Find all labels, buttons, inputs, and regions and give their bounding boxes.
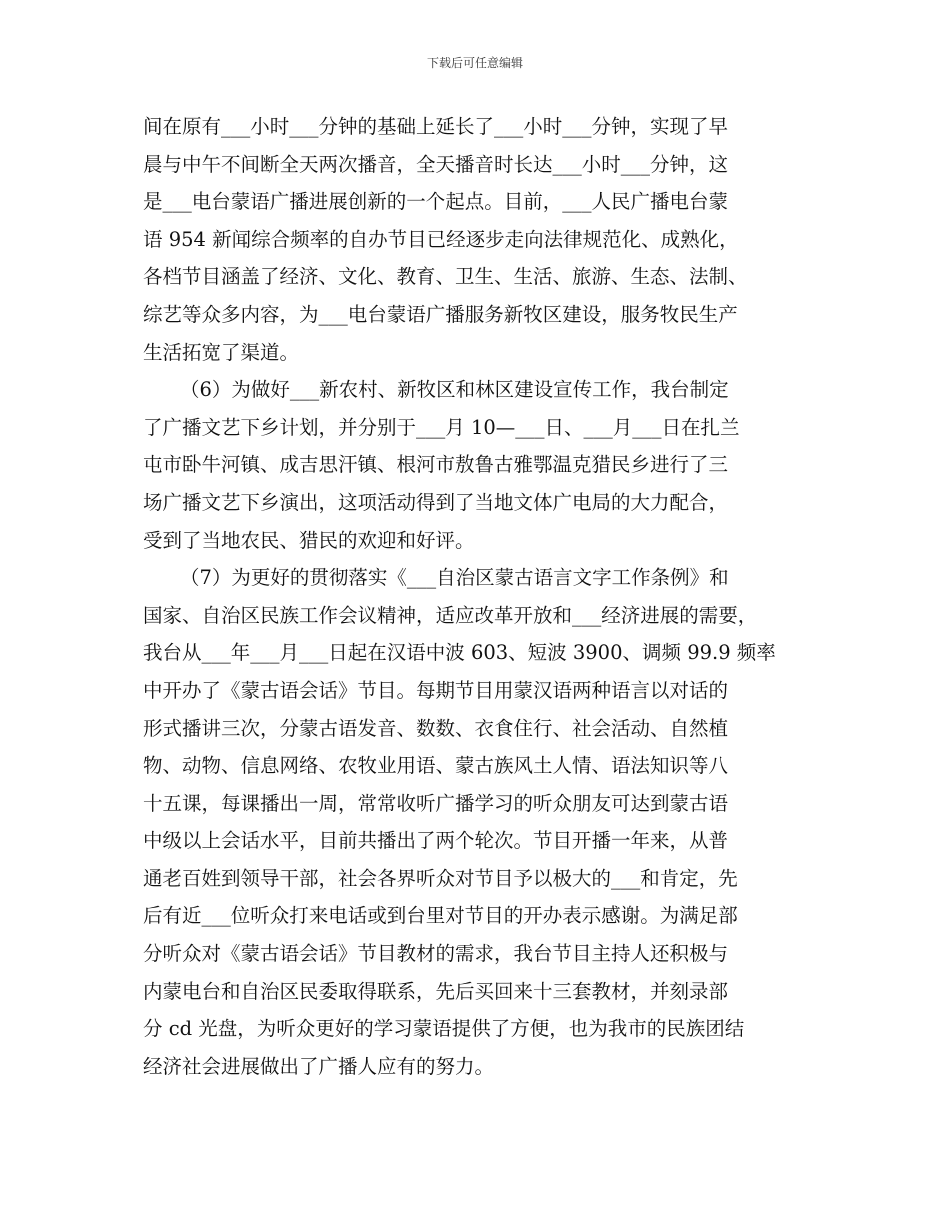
text-line: 中开办了《蒙古语会话》节目。每期节目用蒙汉语两种语言以对话的	[143, 678, 729, 702]
text-line: 我台从___年___月___日起在汉语中波 603、短波 3900、调频 99.9 频率	[143, 641, 776, 665]
page-header: 下载后可任意编辑	[426, 56, 523, 70]
text-line: 了广播文艺下乡计划，并分别于___月 10—___日、___月___日在扎兰	[143, 415, 740, 439]
paragraph-7-start: （7）为更好的贯彻落实《___自治区蒙古语言文字工作条例》和	[180, 566, 729, 590]
text-line: 物、动物、信息网络、农牧业用语、蒙古族风土人情、语法知识等八	[143, 754, 729, 778]
text-line: 分 cd 光盘，为听众更好的学习蒙语提供了方便，也为我市的民族团结	[143, 1017, 745, 1041]
text-line: 屯市卧牛河镇、成吉思汗镇、根河市敖鲁古雅鄂温克猎民乡进行了三	[143, 453, 729, 477]
text-line: 语 954 新闻综合频率的自办节目已经逐步走向法律规范化、成熟化，	[143, 227, 739, 251]
text-line: 国家、自治区民族工作会议精神，适应改革开放和___经济进展的需要，	[143, 603, 758, 627]
paragraph-6-start: （6）为做好___新农村、新牧区和林区建设宣传工作，我台制定	[180, 378, 729, 402]
text-line: 间在原有___小时___分钟的基础上延长了___小时___分钟，实现了早	[143, 115, 729, 138]
text-line: 分听众对《蒙古语会话》节目教材的需求，我台节目主持人还积极与	[143, 942, 729, 966]
text-line: 经济社会进展做出了广播人应有的努力。	[143, 1054, 495, 1078]
text-line: 生活拓宽了渠道。	[143, 340, 300, 364]
text-line: 晨与中午不间断全天两次播音，全天播音时长达___小时___分钟，这	[143, 152, 729, 176]
text-line: 场广播文艺下乡演出，这项活动得到了当地文体广电局的大力配合，	[143, 490, 729, 514]
text-line: 各档节目涵盖了经济、文化、教育、卫生、生活、旅游、生态、法制、	[143, 265, 748, 289]
text-line: 内蒙电台和自治区民委取得联系，先后买回来十三套教材，并刻录部	[143, 979, 729, 1003]
text-line: 十五课，每课播出一周，常常收听广播学习的听众朋友可达到蒙古语	[143, 791, 729, 815]
text-line: 形式播讲三次，分蒙古语发音、数数、衣食住行、社会活动、自然植	[143, 716, 729, 740]
text-line: 受到了当地农民、猎民的欢迎和好评。	[143, 528, 475, 552]
text-line: 中级以上会话水平，目前共播出了两个轮次。节目开播一年来，从普	[143, 829, 729, 853]
document-body	[143, 108, 823, 1085]
text-line: 综艺等众多内容，为___电台蒙语广播服务新牧区建设，服务牧民生产	[143, 302, 738, 326]
text-line: 是___电台蒙语广播进展创新的一个起点。目前，___人民广播电台蒙	[143, 190, 729, 214]
text-line: 后有近___位听众打来电话或到台里对节目的开办表示感谢。为满足部	[143, 904, 738, 928]
text-line: 通老百姓到领导干部，社会各界听众对节目予以极大的___和肯定，先	[143, 866, 738, 890]
